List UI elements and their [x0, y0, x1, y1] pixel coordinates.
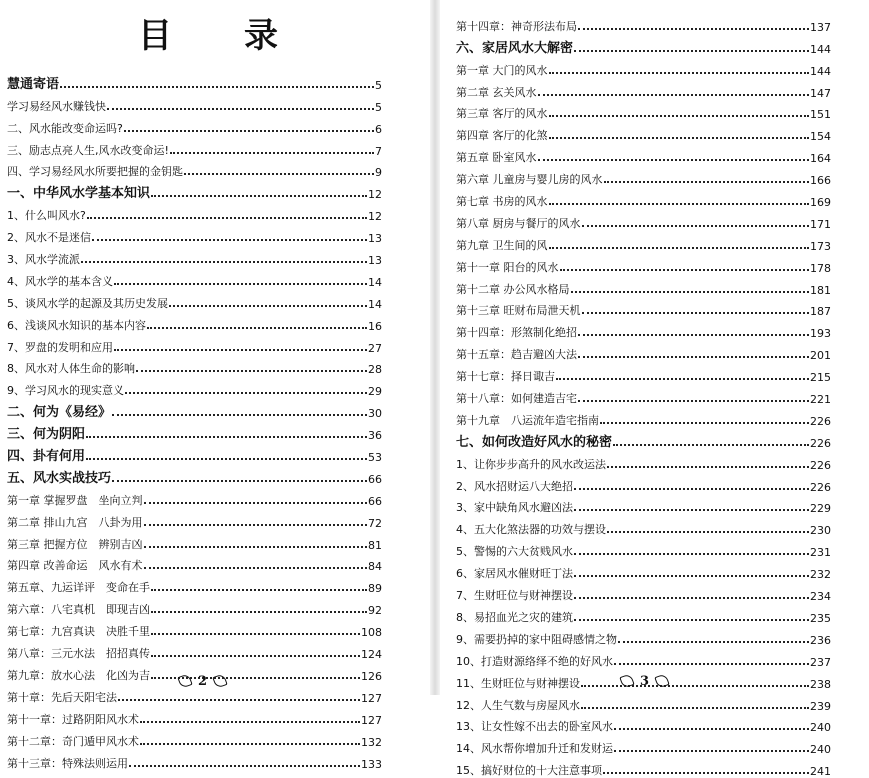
toc-entry: [440, 406, 865, 428]
toc-entry-page: 14: [368, 297, 382, 311]
toc-entry-label: 第八章：三元水法 招招真传: [7, 647, 150, 661]
dot-leader: [81, 261, 367, 263]
toc-entry-page: 126: [361, 669, 382, 683]
dot-leader: [549, 72, 810, 74]
dot-leader: [538, 159, 810, 161]
dot-leader: [114, 349, 367, 351]
toc-entry-page: 84: [368, 560, 382, 574]
toc-entry-page: 215: [810, 371, 831, 385]
toc-title-char-2: 录: [244, 16, 278, 56]
dot-leader: [578, 28, 809, 30]
dot-leader: [574, 488, 809, 490]
dot-leader: [604, 181, 810, 183]
dot-leader: [581, 685, 809, 687]
toc-entry: [440, 340, 865, 362]
dot-leader: [169, 305, 367, 307]
toc-entry: [440, 253, 865, 275]
toc-entry-label: 第十四章：形煞制化绝招: [456, 326, 577, 340]
dot-leader: [151, 195, 367, 197]
toc-entry-page: 164: [810, 152, 831, 166]
toc-entry: [0, 595, 430, 617]
toc-entry-label: 第十三章：特殊法则运用: [7, 756, 128, 770]
toc-entry: [0, 92, 430, 114]
ornament-icon: [655, 674, 669, 688]
toc-entry: [440, 472, 865, 494]
toc-entry: [440, 231, 865, 253]
toc-entry-label: 第十二章 办公风水格局: [456, 282, 570, 296]
toc-entry-label: 2、风水招财运八大绝招: [456, 479, 573, 493]
right-toc-list: [440, 12, 865, 778]
dot-leader: [574, 619, 809, 621]
dot-leader: [125, 392, 367, 394]
dot-leader: [607, 531, 809, 533]
dot-leader: [582, 225, 810, 227]
toc-entry-page: 226: [810, 436, 831, 450]
toc-entry-label: 第十九章 八运流年造宅指南: [456, 413, 599, 427]
toc-entry: [440, 713, 865, 735]
book-gutter: [430, 0, 440, 695]
left-page: [0, 0, 430, 771]
dot-leader: [556, 378, 809, 380]
toc-entry: [0, 376, 430, 398]
toc-entry-label: 11、生财旺位与财神摆设: [456, 676, 580, 690]
toc-entry-label: 6、浅谈风水知识的基本内容: [7, 318, 146, 332]
toc-entry-page: 127: [361, 691, 382, 705]
toc-entry-page: 124: [361, 648, 382, 662]
toc-entry: [440, 12, 865, 34]
toc-entry: [440, 275, 865, 297]
toc-entry-label: 四、卦有何用: [7, 449, 86, 465]
toc-entry-label: 第五章 卧室风水: [456, 151, 537, 165]
toc-entry-page: 27: [368, 341, 382, 355]
toc-entry-label: 第二章 玄关风水: [456, 85, 537, 99]
toc-entry-page: 14: [368, 275, 382, 289]
dot-leader: [538, 94, 810, 96]
toc-entry-label: 第四章 改善命运 风水有术: [7, 559, 143, 573]
dot-leader: [114, 283, 367, 285]
dot-leader: [578, 356, 809, 358]
toc-entry-page: 238: [810, 677, 831, 691]
dot-leader: [86, 436, 367, 438]
toc-entry-page: 241: [810, 765, 831, 778]
toc-section-heading: [0, 179, 430, 201]
toc-entry-page: 81: [368, 538, 382, 552]
toc-entry-page: 137: [810, 20, 831, 34]
toc-entry-page: 127: [361, 713, 382, 727]
toc-entry-label: 13、让女性嫁不出去的卧室风水: [456, 720, 613, 734]
dot-leader: [613, 444, 809, 446]
toc-entry-page: 29: [368, 385, 382, 399]
toc-entry-label: 3、家中缺角风水避凶法: [456, 501, 573, 515]
toc-entry-page: 151: [810, 108, 831, 122]
toc-entry-label: 4、五大化煞法器的功效与摆设: [456, 523, 606, 537]
toc-entry-label: 第二章 排山九宫 八卦为用: [7, 515, 143, 529]
toc-entry: [0, 158, 430, 180]
toc-entry-page: 240: [810, 721, 831, 735]
dot-leader: [140, 743, 360, 745]
toc-entry-label: 第十章：先后天阳宅法: [7, 690, 117, 704]
toc-entry-label: 6、家居风水催财旺丁法: [456, 567, 573, 581]
toc-entry: [440, 515, 865, 537]
toc-entry: [0, 508, 430, 530]
dot-leader: [151, 589, 367, 591]
dot-leader: [184, 173, 374, 175]
toc-entry-label: 第八章 厨房与餐厅的风水: [456, 216, 581, 230]
toc-entry-label: 9、学习风水的现实意义: [7, 384, 124, 398]
toc-entry: [440, 537, 865, 559]
dot-leader: [118, 699, 360, 701]
toc-entry-label: 三、何为阴阳: [7, 427, 86, 443]
toc-entry-page: 231: [810, 546, 831, 560]
toc-section-heading: [0, 70, 430, 92]
toc-entry-page: 178: [810, 261, 831, 275]
dot-leader: [549, 115, 810, 117]
toc-entry-label: 第十五章：趋吉避凶大法: [456, 348, 577, 362]
dot-leader: [574, 509, 809, 511]
toc-entry-page: 147: [810, 86, 831, 100]
toc-entry: [440, 297, 865, 319]
ornament-icon: [620, 674, 634, 688]
toc-entry-page: 226: [810, 480, 831, 494]
toc-entry-label: 第六章：八宅真机 即现吉凶: [7, 603, 150, 617]
toc-entry-label: 三、励志点亮人生,风水改变命运!: [7, 143, 169, 157]
toc-entry-label: 第一章 大门的风水: [456, 63, 548, 77]
toc-section-heading: [440, 34, 865, 56]
toc-entry-page: 201: [810, 349, 831, 363]
toc-entry-label: 第七章：九宫真诀 决胜千里: [7, 625, 150, 639]
dot-leader: [144, 524, 368, 526]
toc-entry-label: 3、风水学流派: [7, 253, 80, 267]
toc-entry-label: 一、中华风水学基本知识: [7, 186, 151, 202]
toc-entry: [440, 100, 865, 122]
toc-entry-label: 1、让你步步高升的风水改运法: [456, 457, 606, 471]
dot-leader: [147, 327, 367, 329]
toc-entry-page: 169: [810, 196, 831, 210]
toc-entry-page: 239: [810, 699, 831, 713]
toc-entry-page: 236: [810, 633, 831, 647]
toc-entry-page: 89: [368, 582, 382, 596]
toc-entry: [440, 625, 865, 647]
dot-leader: [560, 269, 810, 271]
toc-entry-page: 171: [810, 217, 831, 231]
toc-entry-page: 187: [810, 305, 831, 319]
dot-leader: [618, 641, 809, 643]
toc-entry: [0, 617, 430, 639]
toc-entry-label: 第九章：放水心法 化凶为吉: [7, 668, 150, 682]
toc-entry: [0, 289, 430, 311]
toc-entry: [440, 209, 865, 231]
dot-leader: [614, 663, 809, 665]
toc-entry: [440, 318, 865, 340]
toc-entry-label: 第三章 客厅的风水: [456, 107, 548, 121]
toc-entry: [0, 530, 430, 552]
toc-entry-page: 53: [368, 451, 382, 465]
toc-entry-page: 72: [368, 516, 382, 530]
ornament-icon: [178, 674, 192, 688]
dot-leader: [614, 728, 809, 730]
toc-entry-label: 第十二章：奇门遁甲风水术: [7, 734, 139, 748]
toc-entry-label: 4、风水学的基本含义: [7, 274, 113, 288]
page-number: 3: [640, 673, 650, 689]
toc-entry-label: 7、罗盘的发明和应用: [7, 340, 113, 354]
dot-leader: [144, 567, 368, 569]
toc-entry: [440, 756, 865, 778]
toc-entry-page: 9: [375, 166, 382, 180]
toc-entry-label: 二、风水能改变命运吗?: [7, 121, 123, 135]
toc-entry-page: 108: [361, 626, 382, 640]
dot-leader: [92, 239, 367, 241]
toc-entry: [0, 223, 430, 245]
dot-leader: [603, 772, 809, 774]
toc-entry-page: 5: [375, 100, 382, 114]
toc-entry: [0, 355, 430, 377]
toc-entry: [440, 78, 865, 100]
toc-entry: [440, 559, 865, 581]
toc-entry-page: 13: [368, 232, 382, 246]
toc-entry: [440, 581, 865, 603]
dot-leader: [574, 50, 809, 52]
dot-leader: [549, 203, 810, 205]
toc-entry-label: 第四章 客厅的化煞: [456, 129, 548, 143]
toc-entry-page: 16: [368, 319, 382, 333]
toc-entry-label: 六、家居风水大解密: [456, 40, 574, 56]
dot-leader: [581, 707, 809, 709]
toc-entry-page: 92: [368, 604, 382, 618]
dot-leader: [129, 765, 360, 767]
toc-entry-page: 237: [810, 655, 831, 669]
toc-entry: [440, 450, 865, 472]
toc-entry: [440, 603, 865, 625]
toc-entry-label: 第九章 卫生间的风: [456, 238, 548, 252]
toc-entry-label: 第七章 书房的风水: [456, 195, 548, 209]
toc-entry: [440, 121, 865, 143]
toc-entry-label: 第三章 把握方位 辨别吉凶: [7, 537, 143, 551]
toc-entry: [0, 267, 430, 289]
page-number: 2: [198, 673, 208, 689]
toc-entry: [440, 165, 865, 187]
toc-entry-page: 6: [375, 122, 382, 136]
toc-entry-page: 181: [810, 283, 831, 297]
toc-entry-label: 1、什么叫风水?: [7, 209, 86, 223]
dot-leader: [151, 655, 360, 657]
dot-leader: [112, 480, 367, 482]
toc-entry-page: 173: [810, 239, 831, 253]
toc-entry: [0, 136, 430, 158]
toc-entry-page: 7: [375, 144, 382, 158]
toc-section-heading: [0, 398, 430, 420]
toc-entry: [440, 56, 865, 78]
toc-entry-page: 12: [368, 188, 382, 202]
toc-entry-page: 144: [810, 42, 831, 56]
toc-entry-page: 13: [368, 254, 382, 268]
toc-section-heading: [440, 428, 865, 450]
toc-entry-label: 第十三章 旺财布局泄天机: [456, 304, 581, 318]
dot-leader: [140, 721, 360, 723]
toc-entry: [0, 552, 430, 574]
dot-leader: [87, 217, 367, 219]
toc-entry-page: 232: [810, 568, 831, 582]
toc-section-heading: [0, 442, 430, 464]
toc-entry: [0, 573, 430, 595]
toc-entry-page: 5: [375, 78, 382, 92]
dot-leader: [170, 152, 374, 154]
toc-entry-label: 2、风水不是迷信: [7, 231, 91, 245]
dot-leader: [124, 130, 374, 132]
dot-leader: [600, 422, 809, 424]
toc-entry-label: 15、搞好财位的十大注意事项: [456, 764, 602, 778]
toc-entry-label: 七、如何改造好风水的秘密: [456, 434, 613, 450]
right-page: [440, 0, 865, 778]
dot-leader: [86, 458, 367, 460]
ornament-icon: [213, 674, 227, 688]
toc-entry-label: 四、学习易经风水所要把握的金钥匙: [7, 165, 183, 179]
dot-leader: [107, 108, 374, 110]
dot-leader: [574, 597, 809, 599]
toc-entry-label: 7、生财旺位与财神摆设: [456, 589, 573, 603]
dot-leader: [607, 466, 809, 468]
toc-entry: [0, 639, 430, 661]
dot-leader: [549, 247, 810, 249]
toc-entry-page: 30: [368, 407, 382, 421]
dot-leader: [144, 546, 368, 548]
toc-entry: [0, 114, 430, 136]
toc-entry-page: 133: [361, 757, 382, 771]
toc-entry-label: 第十一章：过路阴阳风水术: [7, 712, 139, 726]
toc-entry: [0, 201, 430, 223]
toc-entry-page: 229: [810, 502, 831, 516]
toc-entry-page: 230: [810, 524, 831, 538]
toc-entry-label: 第五章、九运详评 变命在手: [7, 581, 150, 595]
toc-entry-page: 12: [368, 210, 382, 224]
toc-entry-label: 5、警惕的六大贫贱风水: [456, 545, 573, 559]
toc-entry: [0, 727, 430, 749]
toc-entry-label: 8、风水对人体生命的影响: [7, 362, 135, 376]
toc-section-heading: [0, 420, 430, 442]
toc-entry: [440, 691, 865, 713]
toc-section-heading: [0, 464, 430, 486]
toc-entry-page: 226: [810, 414, 831, 428]
toc-entry-label: 第一章 掌握罗盘 坐向立判: [7, 493, 143, 507]
toc-entry: [0, 749, 430, 771]
toc-entry-label: 五、风水实战技巧: [7, 470, 112, 486]
toc-entry-page: 235: [810, 611, 831, 625]
toc-entry-page: 154: [810, 130, 831, 144]
dot-leader: [582, 312, 810, 314]
toc-entry-label: 二、何为《易经》: [7, 405, 112, 421]
toc-entry: [0, 245, 430, 267]
toc-entry-page: 166: [810, 174, 831, 188]
toc-entry: [440, 647, 865, 669]
dot-leader: [151, 611, 367, 613]
toc-entry-label: 学习易经风水赚钱快: [7, 99, 106, 113]
right-page-footer: [620, 672, 669, 690]
toc-entry: [440, 143, 865, 165]
dot-leader: [151, 633, 360, 635]
toc-entry-page: 132: [361, 735, 382, 749]
toc-entry-page: 221: [810, 393, 831, 407]
toc-entry-page: 193: [810, 327, 831, 341]
dot-leader: [136, 370, 367, 372]
dot-leader: [614, 750, 809, 752]
toc-entry: [440, 187, 865, 209]
toc-entry-label: 慧通寄语: [7, 76, 60, 92]
toc-entry-page: 66: [368, 494, 382, 508]
toc-entry-label: 14、风水帮你增加升迁和发财运: [456, 742, 613, 756]
dot-leader: [574, 553, 809, 555]
toc-entry-label: 第六章 儿童房与婴儿房的风水: [456, 173, 603, 187]
toc-entry-label: 12、人生气数与房屋风水: [456, 698, 580, 712]
dot-leader: [144, 502, 368, 504]
toc-entry-page: 66: [368, 472, 382, 486]
toc-entry: [0, 486, 430, 508]
toc-entry: [0, 705, 430, 727]
toc-entry-label: 第十八章：如何建造吉宅: [456, 392, 577, 406]
toc-entry-label: 9、需要扔掉的家中阻碍感情之物: [456, 632, 617, 646]
toc-entry-page: 240: [810, 743, 831, 757]
dot-leader: [112, 414, 367, 416]
dot-leader: [571, 291, 810, 293]
toc-title-char-1: 目: [138, 16, 172, 56]
toc-entry: [440, 384, 865, 406]
dot-leader: [578, 400, 809, 402]
toc-entry-label: 第十一章 阳台的风水: [456, 260, 559, 274]
dot-leader: [60, 86, 374, 88]
toc-entry-page: 234: [810, 590, 831, 604]
toc-entry-label: 5、谈风水学的起源及其历史发展: [7, 296, 168, 310]
left-toc-list: [0, 70, 430, 771]
toc-entry-page: 28: [368, 363, 382, 377]
left-page-footer: [178, 672, 227, 690]
toc-entry-label: 第十七章：择日诹吉: [456, 370, 555, 384]
toc-entry: [440, 734, 865, 756]
toc-entry-page: 36: [368, 429, 382, 443]
dot-leader: [549, 137, 810, 139]
dot-leader: [574, 575, 809, 577]
toc-entry-label: 10、打造财源络绎不绝的好风水: [456, 654, 613, 668]
toc-entry: [440, 494, 865, 516]
toc-entry-label: 8、易招血光之灾的建筑: [456, 610, 573, 624]
dot-leader: [578, 334, 809, 336]
toc-entry: [0, 311, 430, 333]
toc-entry-label: 第十四章：神奇形法布局: [456, 19, 577, 33]
toc-entry-page: 226: [810, 458, 831, 472]
toc-entry: [0, 333, 430, 355]
toc-entry-page: 144: [810, 64, 831, 78]
toc-entry: [440, 362, 865, 384]
